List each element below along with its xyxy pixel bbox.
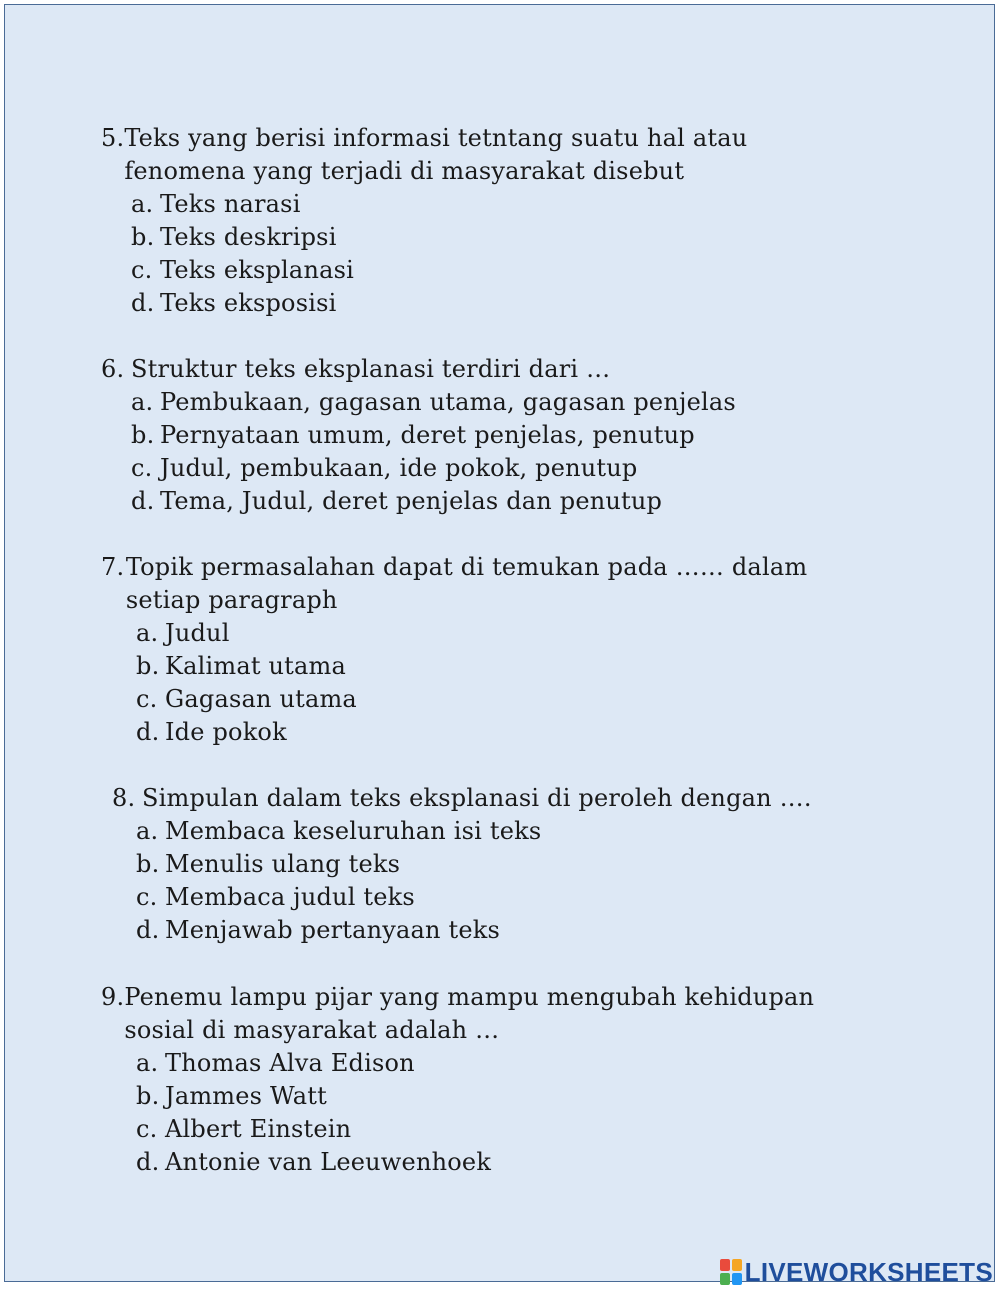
question-text: Topik permasalahan dapat di temukan pada …… dalam setiap paragraph	[125, 553, 808, 614]
option-b[interactable]: b. Kalimat utama	[136, 652, 347, 680]
option-b[interactable]: b. Menulis ulang teks	[136, 850, 401, 878]
option-c[interactable]: c. Albert Einstein	[136, 1115, 352, 1143]
logo-text: LIVEWORKSHEETS	[744, 1256, 993, 1287]
option-d[interactable]: d. Tema, Judul, deret penjelas dan penutup	[131, 487, 663, 515]
question-number: 7.	[101, 553, 125, 581]
worksheet-page	[4, 4, 995, 1282]
question-number: 9.	[101, 983, 125, 1011]
option-d[interactable]: d. Teks eksposisi	[131, 289, 337, 317]
question-6	[101, 353, 861, 518]
option-d[interactable]: d. Antonie van Leeuwenhoek	[136, 1148, 492, 1176]
option-d[interactable]: d. Menjawab pertanyaan teks	[136, 916, 501, 944]
option-a[interactable]: a. Thomas Alva Edison	[136, 1049, 415, 1077]
option-a[interactable]: a. Teks narasi	[131, 190, 301, 218]
question-text: Simpulan dalam teks eksplanasi di peroleh dengan ….	[142, 784, 812, 812]
question-5	[101, 122, 801, 320]
logo-block	[732, 1273, 742, 1285]
question-number: 8.	[112, 784, 136, 812]
option-b[interactable]: b. Jammes Watt	[136, 1082, 327, 1110]
logo-block	[720, 1273, 730, 1285]
question-8	[112, 782, 892, 947]
liveworksheets-logo	[720, 1258, 993, 1286]
logo-block	[720, 1259, 730, 1271]
question-text: Penemu lampu pijar yang mampu mengubah kehidupan sosial di masyarakat adalah …	[124, 983, 815, 1044]
option-c[interactable]: c. Membaca judul teks	[136, 883, 415, 911]
option-a[interactable]: a. Pembukaan, gagasan utama, gagasan penjelas	[131, 388, 736, 416]
option-b[interactable]: b. Teks deskripsi	[131, 223, 337, 251]
option-c[interactable]: c. Teks eksplanasi	[131, 256, 355, 284]
question-number: 6.	[101, 355, 125, 383]
option-b[interactable]: b. Pernyataan umum, deret penjelas, penutup	[131, 421, 695, 449]
option-a[interactable]: a. Membaca keseluruhan isi teks	[136, 817, 542, 845]
option-d[interactable]: d. Ide pokok	[136, 718, 287, 746]
logo-block	[732, 1259, 742, 1271]
question-7	[101, 551, 871, 749]
option-a[interactable]: a. Judul	[136, 619, 230, 647]
question-9	[101, 981, 881, 1179]
question-text: Struktur teks eksplanasi terdiri dari …	[131, 355, 611, 383]
question-text: Teks yang berisi informasi tetntang suatu hal atau fenomena yang terjadi di masyarakat disebut	[124, 124, 748, 185]
logo-blocks-icon	[720, 1259, 742, 1285]
question-number: 5.	[101, 124, 125, 152]
option-c[interactable]: c. Gagasan utama	[136, 685, 357, 713]
option-c[interactable]: c. Judul, pembukaan, ide pokok, penutup	[131, 454, 638, 482]
